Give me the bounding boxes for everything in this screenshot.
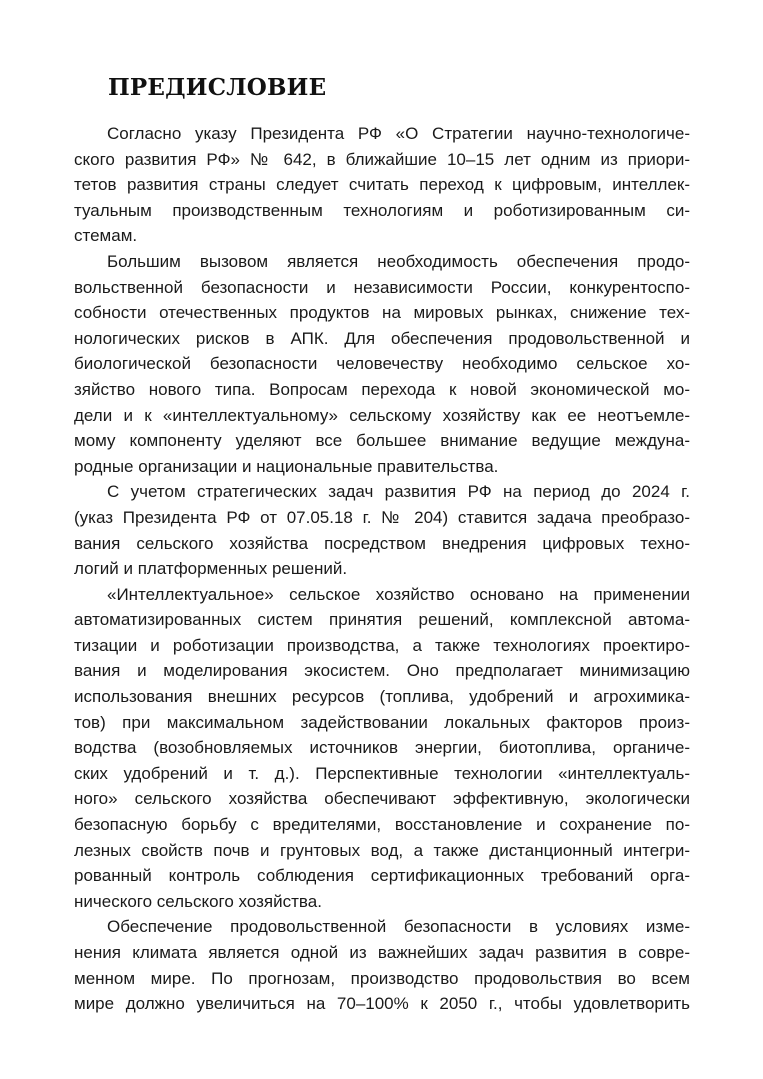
text-line: тетов развития страны следует считать переход к цифровым, интеллек- bbox=[74, 175, 690, 195]
text-line: вания сельского хозяйства посредством внедрения цифровых техно- bbox=[74, 533, 690, 553]
text-line: менном мире. По прогнозам, производство продовольствия во всем bbox=[74, 968, 690, 988]
text-line: вания и моделирования экосистем. Оно предполагает минимизацию bbox=[74, 661, 690, 681]
text-line: биологической безопасности человечеству необходимо сельское хо- bbox=[74, 354, 690, 374]
text-line: Обеспечение продовольственной безопасности в условиях изме- bbox=[107, 917, 690, 937]
text-line: ского развития РФ» № 642, в ближайшие 10–15 лет одним из приори- bbox=[74, 149, 690, 169]
text-line: вольственной безопасности и независимости России, конкурентоспо- bbox=[74, 277, 690, 297]
text-line: ного» сельского хозяйства обеспечивают эффективную, экологически bbox=[74, 789, 690, 809]
text-line: Большим вызовом является необходимость обеспечения продо- bbox=[107, 251, 690, 271]
page-heading: ПРЕДИСЛОВИЕ bbox=[108, 74, 327, 101]
text-line: автоматизированных систем принятия решений, комплексной автома- bbox=[74, 610, 690, 630]
text-line: стемам. bbox=[74, 226, 138, 246]
text-line: тов) при максимальном задействовании локальных факторов произ- bbox=[74, 712, 690, 732]
text-line: Согласно указу Президента РФ «О Стратегии научно-технологиче- bbox=[107, 124, 690, 143]
text-line: зяйство нового типа. Вопросам перехода к новой экономической мо- bbox=[74, 379, 690, 399]
text-line: «Интеллектуальное» сельское хозяйство основано на применении bbox=[107, 584, 690, 604]
text-line: рованный контроль соблюдения сертификационных требований орга- bbox=[74, 866, 690, 886]
paragraph bbox=[74, 479, 690, 581]
text-line: мире должно увеличиться на 70–100% к 2050 г., чтобы удовлетворить bbox=[74, 994, 690, 1014]
text-line: мому компоненту уделяют все большее внимание ведущие междуна- bbox=[74, 431, 690, 451]
paragraph bbox=[74, 121, 690, 249]
text-line: нения климата является одной из важнейших задач развития в совре- bbox=[74, 943, 690, 962]
text-line: логий и платформенных решений. bbox=[74, 559, 348, 579]
text-line: лезных свойств почв и грунтовых вод, а также дистанционный интегри- bbox=[74, 840, 690, 860]
text-line: тизации и роботизации производства, а также технологиях проектиро- bbox=[74, 635, 690, 655]
paragraph bbox=[74, 914, 690, 1016]
text-line: нологических рисков в АПК. Для обеспечения продовольственной и bbox=[74, 328, 690, 348]
text-line: (указ Президента РФ от 07.05.18 г. № 204) ставится задача преобразо- bbox=[74, 507, 690, 527]
text-line: нического сельского хозяйства. bbox=[74, 891, 322, 911]
text-line: водства (возобновляемых источников энергии, биотоплива, органиче- bbox=[74, 738, 690, 758]
text-line: ских удобрений и т. д.). Перспективные технологии «интеллектуаль- bbox=[74, 763, 690, 783]
text-line: использования внешних ресурсов (топлива, удобрений и агрохимика- bbox=[74, 687, 690, 707]
text-line: дели и к «интеллектуальному» сельскому хозяйству как ее неотъемле- bbox=[74, 405, 690, 425]
paragraph bbox=[74, 249, 690, 479]
text-line: безопасную борьбу с вредителями, восстановление и сохранение по- bbox=[74, 815, 690, 835]
text-line: родные организации и национальные правительства. bbox=[74, 456, 499, 476]
text-line: туальным производственным технологиям и роботизированным си- bbox=[74, 200, 690, 220]
preface-body bbox=[74, 121, 690, 1017]
text-line: С учетом стратегических задач развития РФ на период до 2024 г. bbox=[107, 482, 690, 502]
paragraph bbox=[74, 582, 690, 915]
text-line: собности отечественных продуктов на мировых рынках, снижение тех- bbox=[74, 303, 690, 323]
